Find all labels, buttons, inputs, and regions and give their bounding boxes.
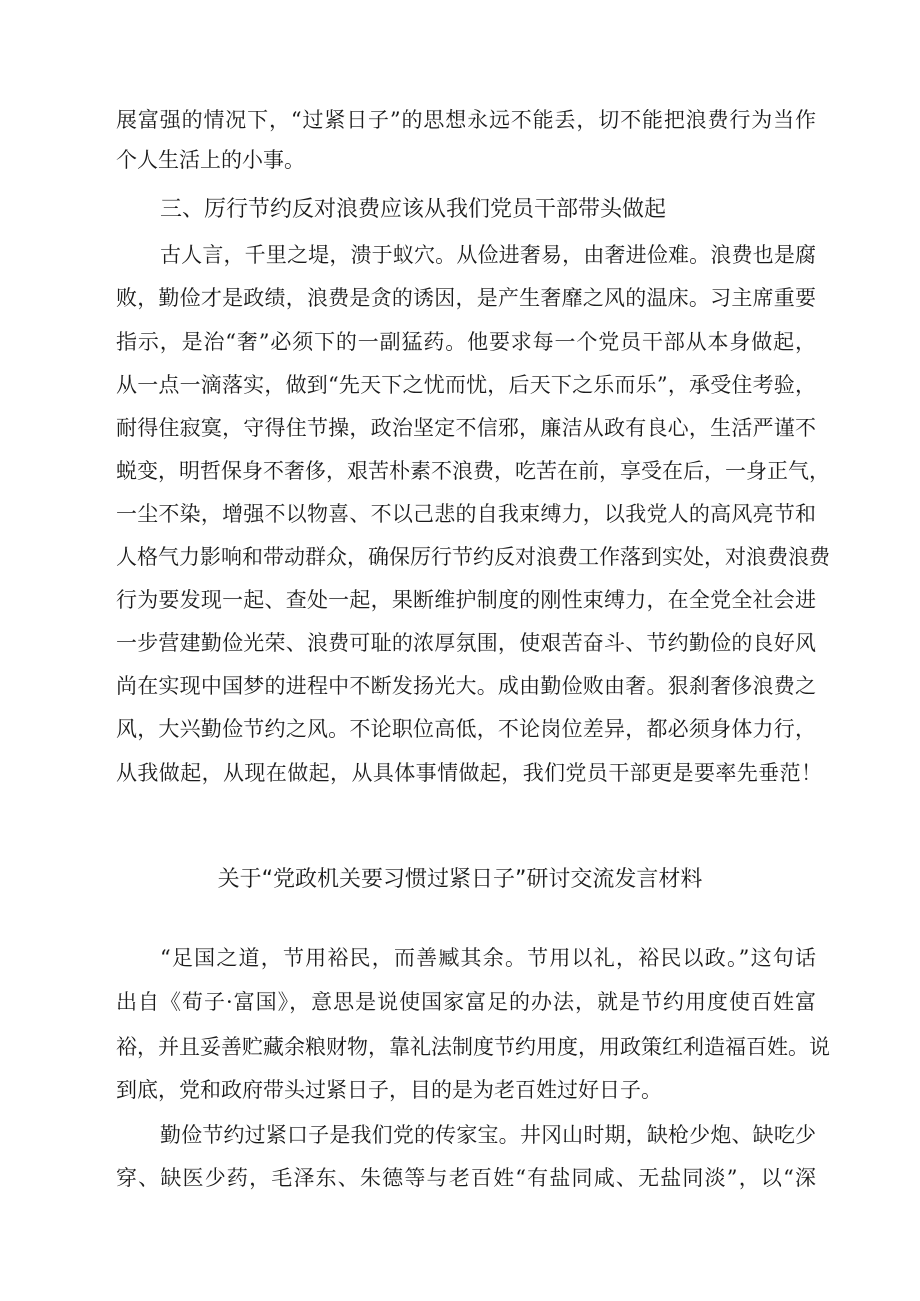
body-text-line: 勤俭节约过紧口子是我们党的传家宝。井冈山时期，缺枪少炮、缺吃少: [160, 1123, 816, 1147]
body-text-line: 尚在实现中国梦的进程中不断发扬光大。成由勤俭败由奢。狠刹奢侈浪费之: [116, 674, 816, 698]
body-text-line: 从一点一滴落实，做到“先天下之忧而忧，后天下之乐而乐”，承受住考验，: [116, 373, 816, 397]
body-text-line: 穿、缺医少药，毛泽东、朱德等与老百姓“有盐同咸、无盐同淡”，以“深: [116, 1166, 816, 1190]
body-text-line: 败，勤俭才是政绩，浪费是贪的诱因，是产生奢靡之风的温床。习主席重要: [116, 286, 816, 310]
body-text-line: 耐得住寂寞，守得住节操，政治坚定不信邪，廉洁从政有良心，生活严谨不: [116, 416, 816, 440]
body-text-line: 古人言，千里之堤，溃于蚁穴。从俭进奢易，由奢进俭难。浪费也是腐: [160, 243, 816, 267]
body-text-line: 从我做起，从现在做起，从具体事情做起，我们党员干部更是要率先垂范！: [116, 761, 822, 785]
body-text-line: 指示，是治“奢”必须下的一副猛药。他要求每一个党员干部从本身做起，: [116, 330, 816, 354]
document-title: 关于“党政机关要习惯过紧日子”研讨交流发言材料: [217, 867, 703, 892]
body-text-line: 裕，并且妥善贮藏余粮财物，靠礼法制度节约用度，用政策红利造福百姓。说: [116, 1035, 830, 1059]
body-text-line: “足国之道，节用裕民，而善臧其余。节用以礼，裕民以政。”这句话: [160, 946, 816, 970]
body-text-line: 一步营建勤俭光荣、浪费可耻的浓厚氛围，使艰苦奋斗、节约勤俭的良好风: [116, 631, 816, 655]
body-text-line: 展富强的情况下，“过紧日子”的思想永远不能丢，切不能把浪费行为当作: [116, 108, 816, 132]
body-text-line: 风，大兴勤俭节约之风。不论职位高低，不论岗位差异，都必须身体力行，: [116, 717, 816, 741]
body-text-line: 人格气力影响和带动群众，确保厉行节约反对浪费工作落到实处，对浪费浪费: [116, 545, 830, 569]
body-text-line: 到底，党和政府带头过紧日子，目的是为老百姓过好日子。: [116, 1078, 662, 1102]
section-heading: 三、厉行节约反对浪费应该从我们党员干部带头做起: [160, 197, 667, 222]
body-text-line: 个人生活上的小事。: [116, 148, 305, 172]
body-text-line: 蜕变，明哲保身不奢侈，艰苦朴素不浪费，吃苦在前，享受在后，一身正气，: [116, 459, 830, 483]
body-text-line: 行为要发现一起、查处一起，果断维护制度的刚性束缚力，在全党全社会进: [116, 588, 816, 612]
body-text-line: 一尘不染，增强不以物喜、不以己悲的自我束缚力，以我党人的高风亮节和: [116, 502, 816, 526]
body-text-line: 出自《荀子·富国》，意思是说使国家富足的办法，就是节约用度使百姓富: [116, 990, 816, 1014]
